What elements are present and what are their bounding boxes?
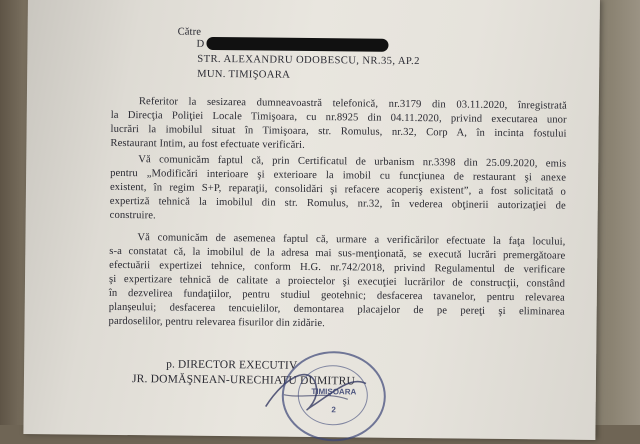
paragraph-2-line: construire. bbox=[109, 209, 156, 222]
paragraph-3-line: şi expertizare tehnică de calitate a proiectelor şi execuţiei lucrărilor de construcţii, constând bbox=[108, 273, 566, 290]
paragraph-2-line: Vă comunicăm faptul că, prin Certificatul de urbanism nr.3398 din 25.09.2020, emis bbox=[138, 154, 567, 170]
paragraph-3-line: Vă comunicăm de asemenea faptul că, urmare a verificărilor efectuate la faţa locului, bbox=[137, 232, 566, 248]
paragraph-3-line: s-a constatat că, la imobilul de la adresa mai sus-menţionată, se execută lucrări premergătoare bbox=[109, 245, 566, 262]
address-city: MUN. TIMIŞOARA bbox=[197, 68, 291, 81]
paragraph-1-line: Restaurant Intim, au fost efectuate verificări. bbox=[110, 137, 305, 151]
address-street: STR. ALEXANDRU ODOBESCU, NR.35, AP.2 bbox=[197, 53, 420, 68]
stamp-city: TIMIŞOARA bbox=[311, 386, 357, 397]
paragraph-2-line: expertiză tehnică la imobilul din str. Romulus, nr.32, în vederea obţinerii autorizaţiei de bbox=[109, 195, 566, 212]
signature-name: JR. DOMĂŞNEAN-URECHIATU DUMITRU bbox=[131, 373, 356, 388]
paragraph-3-line: planşeului; desfacerea tencuielilor, demontarea placajelor de pe pereţi şi eliminarea bbox=[108, 301, 565, 318]
paragraph-2-line: pentru „Modificări interioare şi exterioare la imobil cu funcţiunea de restaurant şi anexe bbox=[110, 167, 567, 184]
official-stamp bbox=[281, 351, 386, 442]
paragraph-3-line: în dezvelirea fundaţiilor, pentru studiul geotehnic; desfacerea tavanelor, pentru relevarea bbox=[108, 287, 565, 304]
letter-paper bbox=[23, 0, 600, 440]
recipient-initial: D bbox=[196, 38, 205, 50]
paragraph-1-line: la Direcţia Poliţiei Locale Timişoara, cu nr.8925 din 04.11.2020, privind executarea unor bbox=[110, 109, 567, 126]
signature-title: p. DIRECTOR EXECUTIV bbox=[166, 358, 298, 372]
salutation: Către bbox=[177, 26, 202, 38]
redaction-bar bbox=[206, 37, 388, 52]
paragraph-1-line: lucrări la imobilul situat în Timişoara, str. Romulus, nr.32, Corp A, în incinta fostului bbox=[110, 123, 567, 140]
paragraph-2-line: existent, în regim S+P, reparaţii, consolidări şi refacere acoperiş existent”, a fost solicitată o bbox=[109, 181, 567, 198]
paragraph-3-line: pardoselilor, pentru relevarea fisurilor din zidărie. bbox=[108, 315, 325, 330]
paragraph-1-line: Referitor la sesizarea dumneavoastră telefonică, nr.3179 din 03.11.2020, înregistrată bbox=[138, 96, 567, 112]
paragraph-3-line: efectuării expertizei tehnice, conform H.G. nr.742/2018, privind Regulamentul de verificare bbox=[109, 259, 566, 276]
stamp-number: 2 bbox=[331, 405, 336, 415]
